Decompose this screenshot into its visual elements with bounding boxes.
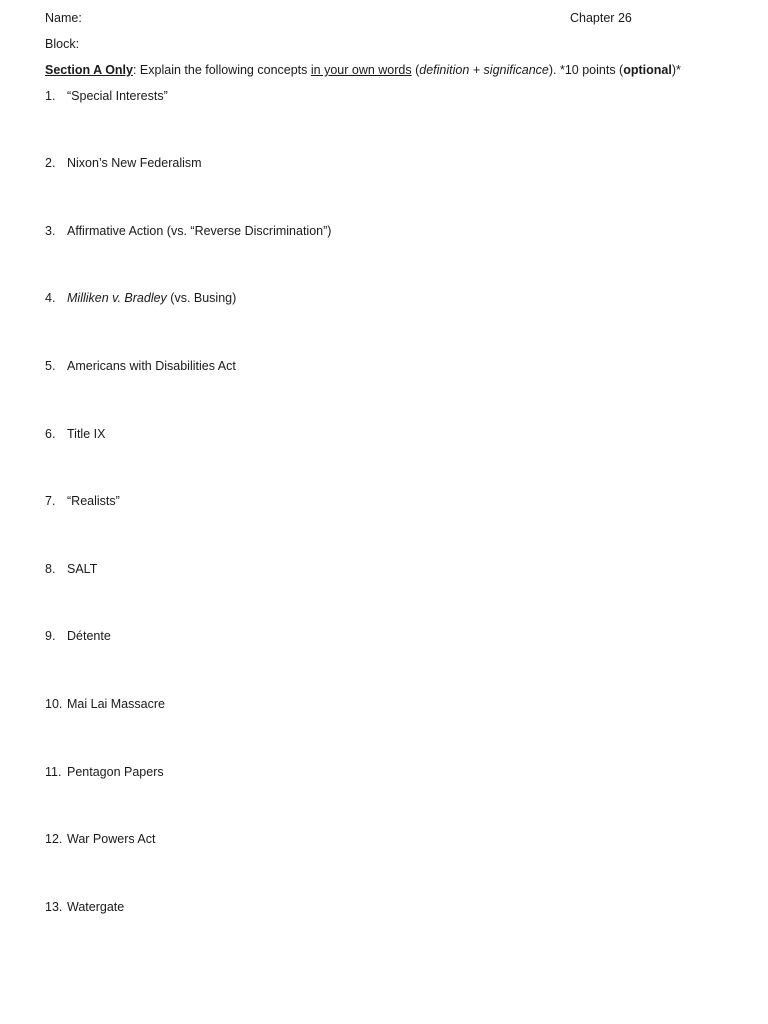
instructions-text-3: ). *10 points (: [548, 63, 624, 77]
item-number: 12.: [45, 832, 63, 846]
item-number: 2.: [45, 156, 56, 170]
item-text: Détente: [67, 629, 111, 643]
chapter-label: Chapter 26: [570, 11, 632, 25]
list-item: [45, 831, 155, 847]
item-text: (vs. Busing): [166, 291, 237, 305]
item-text: Mai Lai Massacre: [67, 697, 165, 711]
block-label: Block:: [45, 37, 80, 51]
item-text: War Powers Act: [67, 832, 156, 846]
item-number: 1.: [45, 89, 56, 103]
list-item: [45, 764, 164, 780]
item-text: “Realists”: [67, 494, 120, 508]
list-item: [45, 358, 236, 374]
list-item: [45, 155, 202, 171]
list-item: [45, 88, 168, 104]
instructions: [45, 62, 681, 78]
optional-phrase: optional: [623, 63, 672, 77]
item-text: Americans with Disabilities Act: [67, 359, 236, 373]
list-item: [45, 290, 236, 306]
item-text-italic: Milliken v. Bradley: [67, 291, 167, 305]
item-number: 5.: [45, 359, 56, 373]
item-number: 8.: [45, 562, 56, 576]
list-item: [45, 899, 124, 915]
own-words-phrase: in your own words: [310, 63, 412, 77]
item-text: Watergate: [67, 900, 125, 914]
item-text: SALT: [67, 562, 98, 576]
item-text: Pentagon Papers: [67, 765, 164, 779]
item-text: Affirmative Action (vs. “Reverse Discrimination”): [67, 224, 332, 238]
list-item: [45, 696, 165, 712]
list-item: [45, 493, 120, 509]
item-number: 3.: [45, 224, 56, 238]
item-number: 6.: [45, 427, 56, 441]
list-item: [45, 628, 111, 644]
item-number: 7.: [45, 494, 56, 508]
section-label: Section A Only: [45, 63, 133, 77]
item-text: Nixon’s New Federalism: [67, 156, 202, 170]
instructions-text-2: (: [411, 63, 420, 77]
instructions-text-1: : Explain the following concepts: [132, 63, 311, 77]
item-number: 4.: [45, 291, 56, 305]
definition-phrase: definition + significance: [419, 63, 549, 77]
list-item: [45, 561, 97, 577]
item-text: “Special Interests”: [67, 89, 168, 103]
item-number: 11.: [45, 765, 62, 779]
item-number: 9.: [45, 629, 56, 643]
instructions-text-4: )*: [671, 63, 681, 77]
item-number: 13.: [45, 900, 63, 914]
item-text: Title IX: [67, 427, 106, 441]
item-number: 10.: [45, 697, 63, 711]
name-label: Name:: [45, 11, 82, 25]
list-item: [45, 426, 105, 442]
list-item: [45, 223, 331, 239]
